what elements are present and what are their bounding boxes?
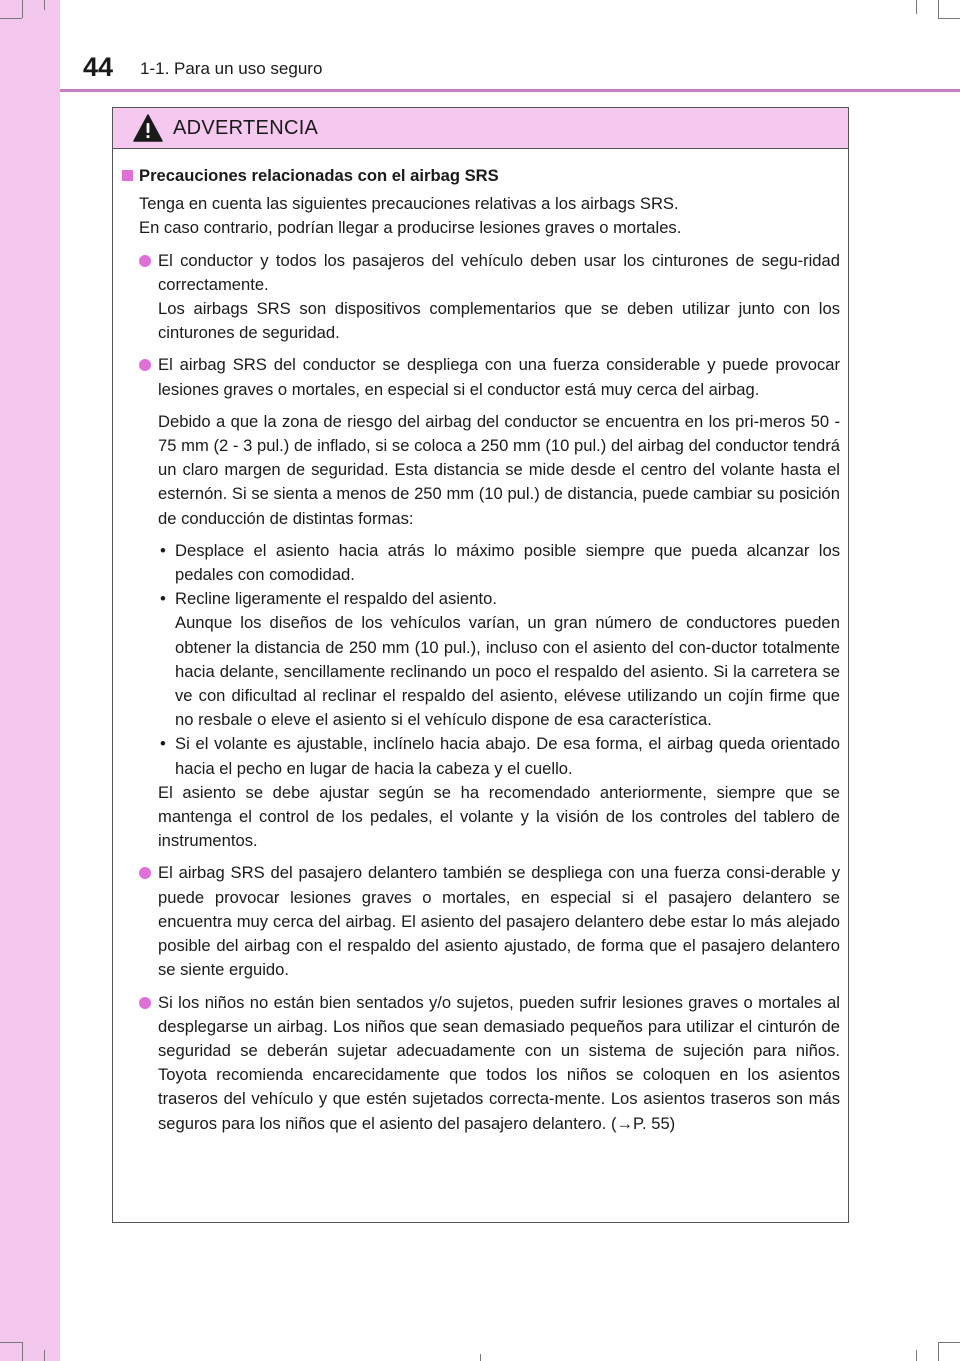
crop-mark	[938, 1342, 939, 1361]
warning-box	[112, 107, 849, 1223]
circle-bullet-icon	[139, 359, 151, 371]
item-text: Los airbags SRS son dispositivos complementarios que se deben utilizar junto con los cinturones de seguridad.	[158, 299, 840, 343]
bullet-mark: •	[160, 540, 166, 560]
bullet-mark: •	[160, 734, 166, 754]
circle-bullet-icon	[139, 255, 151, 267]
sub-bullet-item	[158, 732, 840, 780]
warning-triangle-icon	[133, 114, 163, 142]
item-paragraph: Debido a que la zona de riesgo del airbag del conductor se encuentra en los pri-meros 50 - 75 mm (2 - 3 pul.) de inflado, si se coloca a 250 mm (10 pul.) del airbag del conductor tendrá un claro margen de seguridad. Esta distancia se mide desde el centro del volante hasta el esternón. Si se sienta a menos de 250 mm (10 pul.) de distancia, puede cambiar su posición de conducción de distintas formas:	[158, 411, 840, 528]
crop-mark	[916, 0, 917, 14]
item-text: Si los niños no están bien sentados y/o sujetos, pueden sufrir lesiones graves o mortales al desplegarse un airbag. Los niños que sean demasiado pequeños para utilizar el cinturón de seguridad se deberán sujetar adecuadamente con un sistema de sujeción para niños. Toyota recomienda encarecidamente que todos los niños se coloquen en los asientos traseros del vehículo y que estén sujetados correcta-mente. Los asientos traseros son más seguros para los niños que el asiento del pasajero delantero. (→P. 55)	[158, 992, 840, 1133]
warning-section-title: Precauciones relacionadas con el airbag SRS	[139, 166, 499, 185]
crop-mark	[44, 0, 45, 10]
crop-mark	[938, 18, 960, 19]
crop-mark	[22, 1342, 23, 1361]
page-side-strip	[0, 0, 60, 1361]
list-item	[122, 249, 840, 346]
warning-label: ADVERTENCIA	[173, 117, 319, 139]
item-paragraph: El asiento se debe ajustar según se ha recomendado anteriormente, siempre que se mantenga el control de los pedales, el volante y la visión de los controles del tablero de instrumentos.	[158, 782, 840, 851]
sub-bullet-text: Recline ligeramente el respaldo del asiento.	[175, 589, 497, 609]
list-item	[122, 353, 840, 853]
crop-mark	[44, 1350, 45, 1361]
sub-bullet-item	[158, 539, 840, 587]
sub-bullet-detail: Aunque los diseños de los vehículos varían, un gran número de conductores pueden obtener la distancia de 250 mm (10 pul.), incluso con el asiento del con-ductor totalmente hacia delante, sencillamente reclinando un poco el respaldo del asiento. Si la carretera se ve con dificultad al reclinar el respaldo del asiento, elévese utilizando un cojín firme que no resbale o eleve el asiento si el vehículo dispone de esa característica.	[175, 613, 840, 730]
bullet-mark: •	[160, 589, 166, 609]
item-text: El airbag SRS del pasajero delantero también se despliega con una fuerza consi-derable y puede provocar lesiones graves o mortales, en especial si el pasajero delantero se encuentra muy cerca del airbag. El asiento del pasajero delantero debe estar lo más alejado posible del airbag con el respaldo del asiento ajustado, de forma que el pasajero delantero se siente erguido.	[158, 863, 840, 980]
warning-content	[122, 164, 840, 1144]
sub-bullet-item	[158, 587, 840, 732]
list-item	[122, 991, 840, 1136]
section-title: 1-1. Para un uso seguro	[140, 59, 323, 78]
crop-mark	[916, 1350, 917, 1361]
warning-section-heading	[122, 164, 840, 188]
intro-text	[122, 192, 840, 240]
crop-mark	[0, 1342, 22, 1343]
item-text: El conductor y todos los pasajeros del vehículo deben usar los cinturones de segu-ridad correctamente.	[158, 250, 840, 294]
crop-mark	[22, 0, 23, 18]
crop-mark	[0, 18, 22, 19]
crop-mark	[480, 1354, 481, 1361]
page-number: 44	[83, 52, 114, 82]
sub-bullet-list	[158, 539, 840, 781]
warning-header	[113, 108, 848, 149]
item-paragraph: El airbag SRS del conductor se despliega con una fuerza considerable y puede provocar lesiones graves o mortales, en especial si el conductor está muy cerca del airbag.	[158, 355, 840, 399]
intro-line: Tenga en cuenta las siguientes precauciones relativas a los airbags SRS.	[139, 194, 679, 214]
crop-mark	[938, 1342, 960, 1343]
crop-mark	[938, 0, 939, 18]
sub-bullet-text: Si el volante es ajustable, inclínelo hacia abajo. De esa forma, el airbag queda orientado hacia el pecho en lugar de hacia la cabeza y el cuello.	[175, 734, 840, 778]
sub-bullet-text: Desplace el asiento hacia atrás lo máximo posible siempre que pueda alcanzar los pedales con comodidad.	[175, 540, 840, 585]
circle-bullet-icon	[139, 867, 151, 879]
square-bullet-icon	[122, 170, 133, 181]
list-item	[122, 861, 840, 982]
intro-line: En caso contrario, podrían llegar a producirse lesiones graves o mortales.	[139, 218, 682, 238]
circle-bullet-icon	[139, 997, 151, 1009]
header-rule	[60, 89, 960, 92]
